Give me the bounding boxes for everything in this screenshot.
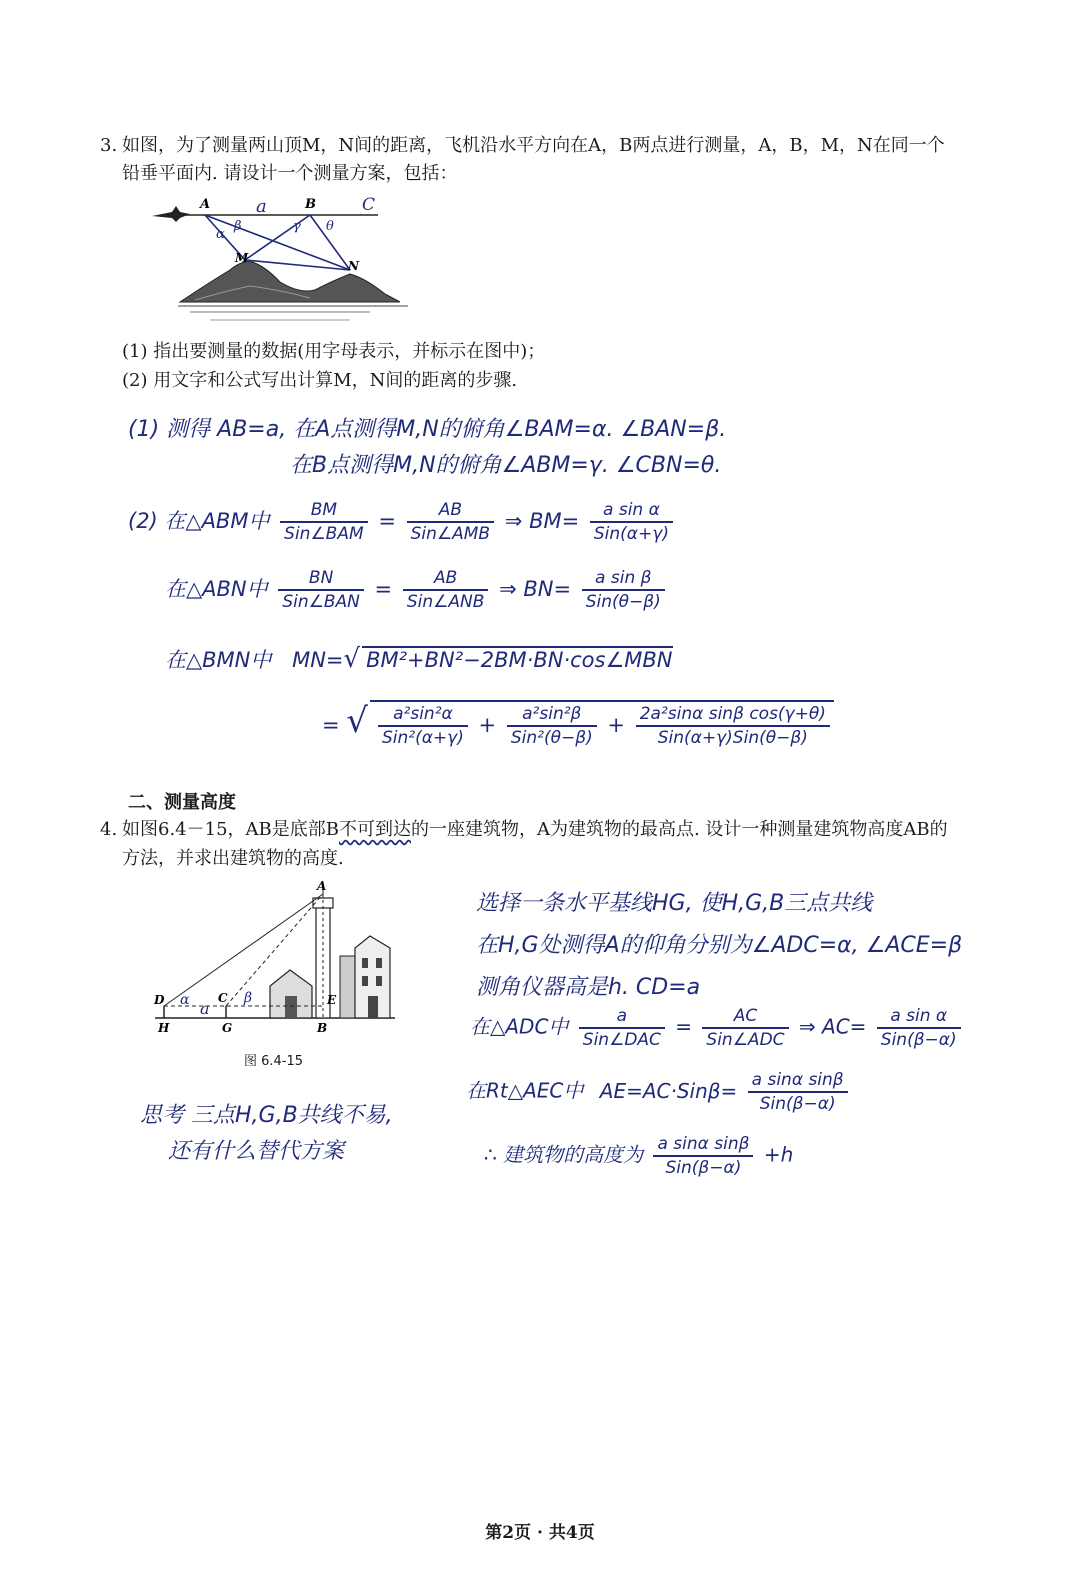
q3-a2-l4-eq: = [322,713,340,737]
q3-answer1-line2: 在B点测得M,N的俯角∠ABM=γ. ∠CBN=θ. [290,453,722,478]
fraction [507,704,597,748]
denominator: Sin∠BAN [282,592,360,612]
denominator: Sin∠ADC [706,1030,785,1050]
denominator: Sin²(θ−β) [510,728,593,748]
q3-a2-l2-result: ⇒ BN= [499,577,572,601]
q3-label-a-length: a [256,196,267,217]
q4-label-c-point: C [218,991,228,1005]
q3-a2-l4-radicand [370,700,834,748]
q4-sol-line1: 选择一条水平基线HG, 使H,G,B三点共线 [476,891,873,916]
numerator: 2a²sinα sinβ cos(γ+θ) [636,704,830,727]
fraction [278,568,364,612]
q3-label-beta: β [234,219,242,234]
numerator: a²sin²β [507,704,597,727]
q4-sol-line4: 在△ADC中 $\frac{a}{\text{Sin∠DAC}}$ = $\frac{AC}{\text{Sin∠ADC}}$ ⇒ AC= $\frac{\text{a sin α}}{\text{Sin(β−α)}}$ [470,1006,965,1050]
q4-sol-line3: 测角仪器高是h. CD=a [476,975,701,1000]
q3-a2-l2-prefix: 在△ABN中 [165,577,268,601]
q4-label-e-point: E [327,993,337,1007]
numerator: BN [278,568,364,591]
denominator: Sin(α+γ) [593,524,669,544]
denominator: Sin∠DAC [582,1030,661,1050]
fraction [748,1070,848,1114]
fraction [653,1134,753,1178]
q3-number: 3. [100,135,118,156]
q4-line2: 方法，并求出建筑物的高度. [122,848,344,869]
q3-answer2-line2: 在△ABN中 $\frac{BN}{\text{Sin∠BAN}}$ = $\frac{AB}{\text{Sin∠ANB}}$ ⇒ BN= $\frac{\text{a sin β}}{\text{Sin(θ−β)}}$ [165,568,669,612]
numerator: a [579,1006,665,1029]
fraction [579,1006,665,1050]
q3-line1: 如图，为了测量两山顶M，N间的距离，飞机沿水平方向在A，B两点进行测量，A，B，M，N在同一个 [122,135,945,156]
q4-building-figure [150,878,400,1038]
q3-label-gamma: γ [293,219,301,234]
fraction [636,704,830,748]
plus-sign: + [607,713,626,737]
q4-label-d-point: D [154,993,165,1007]
q4-figure-caption: 图 6.4-15 [244,1054,304,1069]
numerator: a sin α [590,500,673,523]
q3-a2-l1-result: ⇒ BM= [504,509,580,533]
q4-label-a-length: a [200,999,210,1018]
q4-sol-line5 [466,1070,852,1114]
plus-sign: + [478,713,497,737]
fraction [590,500,673,544]
q3-mountain-figure [150,190,415,330]
numerator: a²sin²α [378,704,468,727]
q4-line1-a: 如图6.4－15，AB是底部B [122,819,339,840]
q3-a2-l3-lhs: MN= [292,648,344,672]
q3-sub1: (1) 指出要测量的数据(用字母表示，并标示在图中)； [122,341,546,362]
q3-sub2: (2) 用文字和公式写出计算M，N间的距离的步骤. [122,370,518,391]
airplane-icon [152,206,190,222]
numerator: AC [702,1006,788,1029]
fraction [582,568,665,612]
q4-sol-line2: 在H,G处测得A的仰角分别为∠ADC=α, ∠ACE=β [476,933,963,958]
q4-line1-wavy: 不可到达 [338,819,411,840]
page-number-footer: 第2页 · 共4页 [485,1523,595,1543]
denominator: Sin²(α+γ) [381,728,464,748]
q4-sol-l6-suffix: +h [763,1142,794,1167]
q3-label-theta: θ [326,219,334,234]
fraction [407,500,495,544]
q3-label-a-point: A [200,197,211,212]
fraction [403,568,489,612]
numerator: a sin α [877,1006,961,1029]
q4-sol-l5-expr: AE=AC·Sinβ= [599,1078,738,1103]
denominator: Sin∠ANB [406,592,485,612]
q3-label-alpha: α [216,227,225,242]
q4-label-beta: β [244,990,253,1006]
fraction [378,704,468,748]
denominator: Sin(β−α) [880,1030,957,1050]
section-title: 二、测量高度 [128,792,236,813]
q4-sol-l4-result: ⇒ AC= [798,1014,867,1039]
q4-line1-b: 的一座建筑物，A为建筑物的最高点. 设计一种测量建筑物高度AB的 [410,819,948,840]
q4-sol-l4-prefix: 在△ADC中 [470,1014,569,1039]
q4-sol-l6-prefix: ∴ 建筑物的高度为 [484,1142,644,1167]
numerator: a sinα sinβ [748,1070,848,1093]
denominator: Sin(β−α) [665,1158,742,1178]
q3-label-n-point: N [348,259,359,273]
fraction [877,1006,961,1050]
denominator: Sin(α+γ)Sin(θ−β) [657,728,808,748]
numerator: a sin β [582,568,665,591]
denominator: Sin(β−α) [759,1094,836,1114]
q3-label-m-point: M [235,251,249,265]
sqrt-sign: √ [346,701,368,741]
numerator: AB [403,568,489,591]
q3-answer2-line3 [165,644,673,674]
q3-a2-l1-prefix: (2) 在△ABM中 [128,509,270,533]
q4-note-line1: 思考 三点H,G,B共线不易, [140,1103,393,1128]
q4-label-alpha: α [180,992,190,1008]
q3-answer1-line1: (1) 测得 AB=a, 在A点测得M,N的俯角∠BAM=α. ∠BAN=β. [128,417,727,442]
q4-label-g-point: G [222,1021,233,1035]
denominator: Sin∠AMB [410,524,491,544]
denominator: Sin∠BAM [284,524,364,544]
numerator: BM [280,500,368,523]
numerator: a sinα sinβ [653,1134,753,1157]
q3-a2-l3-radicand: BM²+BN²−2BM·BN·cos∠MBN [362,646,672,672]
q3-answer2-line4 [322,700,834,748]
q4-number: 4. [100,819,118,840]
q4-sol-l5-prefix: 在Rt△AEC中 [466,1078,584,1103]
q3-label-b-point: B [305,197,316,212]
q3-a2-l3-prefix: 在△BMN中 [165,648,272,672]
fraction [702,1006,788,1050]
q3-label-c-point: C [362,195,376,215]
fraction [280,500,368,544]
q4-note-line2: 还有什么替代方案 [168,1139,345,1164]
sqrt-sign: √ [343,644,361,674]
q4-label-b-point: B [317,1021,328,1035]
q4-sol-line6 [484,1134,793,1178]
numerator: AB [407,500,495,523]
q4-label-a-point: A [317,879,327,893]
q4-label-h-point: H [158,1021,170,1035]
q3-line2: 铅垂平面内. 请设计一个测量方案，包括： [122,163,458,184]
q3-answer2-line1: (2) 在△ABM中 $\frac{BM}{\text{Sin∠BAM}}$ = $\frac{AB}{\text{Sin∠AMB}}$ ⇒ BM= $\frac{\text{a sin α}}{\text{Sin(α+γ)}}$ [128,500,677,544]
q4-line1 [122,816,1022,844]
denominator: Sin(θ−β) [585,592,661,612]
